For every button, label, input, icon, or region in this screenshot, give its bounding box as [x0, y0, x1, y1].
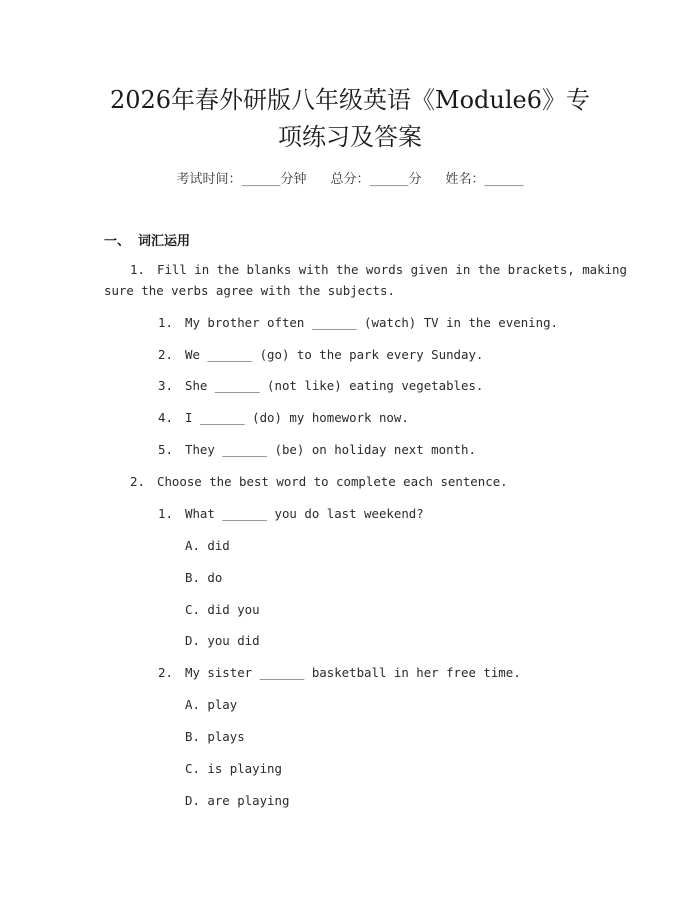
option-d: D. you did [185, 633, 260, 648]
item-text: My brother often ______ (watch) TV in the evening. [185, 315, 558, 330]
total-score-label: 总分：______分 [330, 172, 422, 187]
item-number: 1. [158, 315, 173, 330]
item-number: 3. [158, 378, 173, 393]
item-text: She ______ (not like) eating vegetables. [185, 378, 484, 393]
list-item [158, 442, 476, 457]
document-title-line-2: 项练习及答案 [278, 123, 422, 151]
question-1-number: 1. [130, 262, 145, 277]
item-number: 2. [158, 665, 173, 680]
list-item [158, 315, 558, 330]
option-c: C. is playing [185, 761, 282, 776]
item-text: What ______ you do last weekend? [185, 506, 424, 521]
option-b: B. plays [185, 729, 245, 744]
list-item [158, 506, 424, 521]
exam-info [0, 168, 700, 187]
item-number: 2. [158, 347, 173, 362]
list-item [158, 378, 483, 393]
section-heading [104, 230, 190, 249]
item-text: We ______ (go) to the park every Sunday. [185, 347, 484, 362]
item-text: They ______ (be) on holiday next month. [185, 442, 476, 457]
question-1-line-2: sure the verbs agree with the subjects. [104, 283, 395, 298]
item-number: 5. [158, 442, 173, 457]
question-1-line-1 [130, 262, 627, 277]
list-item [158, 665, 521, 680]
question-2-number: 2. [130, 474, 145, 489]
option-a: A. play [185, 697, 238, 712]
option-a: A. did [185, 538, 230, 553]
option-c: C. did you [185, 602, 260, 617]
item-number: 4. [158, 410, 173, 425]
exam-time-label: 考试时间：______分钟 [176, 172, 307, 187]
list-item [158, 347, 483, 362]
item-text: I ______ (do) my homework now. [185, 410, 409, 425]
question-2-instruction: Choose the best word to complete each sentence. [157, 474, 508, 489]
item-text: My sister ______ basketball in her free time. [185, 665, 521, 680]
name-label: 姓名：______ [445, 172, 524, 187]
section-title: 词汇运用 [138, 234, 191, 249]
section-number: 一、 [104, 234, 131, 249]
question-1-instruction-1: Fill in the blanks with the words given in the brackets, making [157, 262, 627, 277]
document-title-line-1: 2026年春外研版八年级英语《Module6》专 [109, 86, 591, 114]
list-item [158, 410, 409, 425]
item-number: 1. [158, 506, 173, 521]
question-2-line [130, 474, 508, 489]
option-d: D. are playing [185, 793, 290, 808]
option-b: B. do [185, 570, 223, 585]
